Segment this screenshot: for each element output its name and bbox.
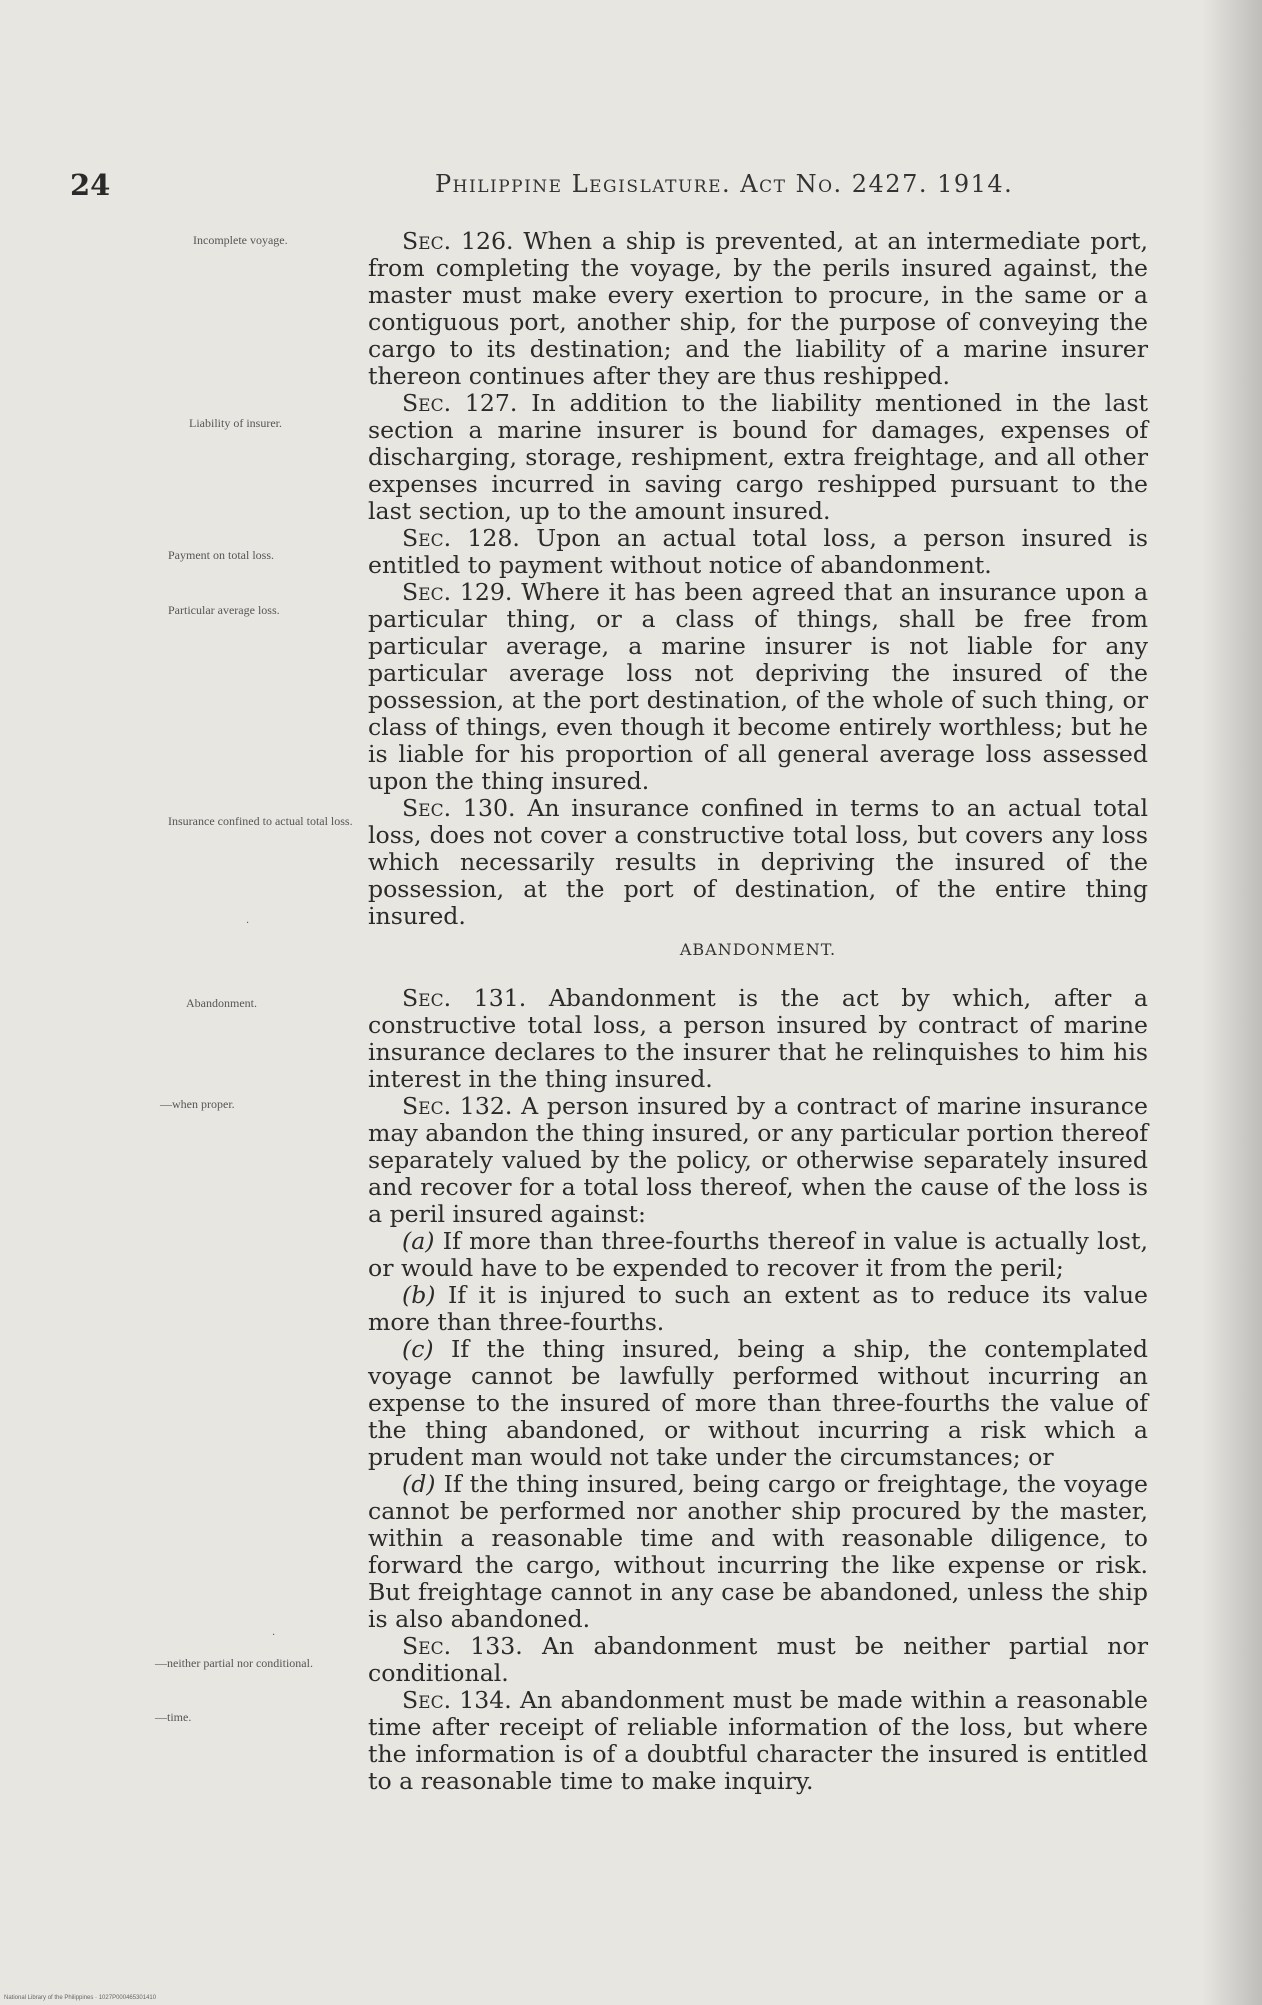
page-number: 24 [70, 168, 111, 202]
section-text: An abandonment must be made within a reasonable time after receipt of reliable information of the loss, but where the information is of a doubtful character the insured is entitled to a reasonable time to make inquiry. [368, 1686, 1148, 1795]
section-label: Sec. 133. [402, 1632, 523, 1660]
body-text [368, 228, 1148, 1795]
clause-text: If the thing insured, being cargo or freightage, the voyage cannot be performed nor another ship procured by the master, within a reasonable time and with reasonable diligence, to forward the cargo, without incurring the like expense or risk. But freightage cannot in any case be abandoned, unless the ship is also abandoned. [368, 1470, 1148, 1633]
margin-note-particular-average-loss: Particular average loss. [168, 603, 280, 617]
section-text: When a ship is prevented, at an intermediate port, from completing the voyage, by the perils insured against, the master must make every exertion to procure, in the same or a contiguous port, another ship, for the purpose of conveying the cargo to its destination; and the liability of a marine insurer thereon continues after they are thus reshipped. [368, 227, 1148, 390]
scan-source-line: National Library of the Philippines · 1027P000465301410 [4, 1995, 157, 2001]
section-text: Abandonment is the act by which, after a constructive total loss, a person insured by contract of marine insurance declares to the insurer that he relinquishes to him his interest in the thing insured. [368, 984, 1148, 1093]
margin-note-neither-partial: —neither partial nor conditional. [155, 1656, 313, 1670]
speck-mark: · [246, 918, 250, 929]
section-127 [368, 390, 1148, 525]
section-text: A person insured by a contract of marine insurance may abandon the thing insured, or any particular portion thereof separately valued by the policy, or otherwise separately insured and recover for a total loss thereof, when the cause of the loss is a peril insured against: [368, 1092, 1148, 1228]
section-text: An insurance confined in terms to an actual total loss, does not cover a constructive total loss, but covers any loss which necessarily results in depriving the insured of the possession, at the port of destination, of the entire thing insured. [368, 794, 1148, 930]
section-130 [368, 795, 1148, 930]
section-heading-abandonment: ABANDONMENT. [679, 940, 837, 959]
section-label: Sec. 126. [402, 227, 514, 255]
margin-note-insurance-confined: Insurance confined to actual total loss. [168, 814, 353, 828]
clause-d [368, 1471, 1148, 1633]
speck-mark: · [272, 1630, 276, 1641]
section-126 [368, 228, 1148, 390]
section-text: In addition to the liability mentioned in the last section a marine insurer is bound for damages, expenses of discharging, storage, reshipment, extra freightage, and all other expenses incurred in saving cargo reshipped pursuant to the last section, up to the amount insured. [368, 389, 1148, 525]
margin-note-incomplete-voyage: Incomplete voyage. [193, 233, 288, 247]
margin-note-time: —time. [155, 1710, 192, 1724]
margin-note-abandonment: Abandonment. [186, 996, 257, 1010]
clause-b [368, 1282, 1148, 1336]
section-131 [368, 985, 1148, 1093]
section-134 [368, 1687, 1148, 1795]
clause-c [368, 1336, 1148, 1471]
clause-text: If it is injured to such an extent as to reduce its value more than three-fourths. [368, 1281, 1148, 1336]
section-129 [368, 579, 1148, 795]
clause-text: If more than three-fourths thereof in value is actually lost, or would have to be expended to recover it from the peril; [368, 1227, 1149, 1282]
margin-note-when-proper: —when proper. [160, 1097, 235, 1111]
clause-marker: (d) [402, 1470, 436, 1498]
section-text: An abandonment must be neither partial nor conditional. [368, 1632, 1148, 1687]
section-132 [368, 1093, 1148, 1228]
margin-note-liability-of-insurer: Liability of insurer. [189, 416, 282, 430]
clause-marker: (a) [402, 1227, 435, 1255]
section-label: Sec. 128. [402, 524, 520, 552]
section-text: Where it has been agreed that an insurance upon a particular thing, or a class of things, shall be free from particular average, a marine insurer is not liable for any particular average loss not depriving the insured of the possession, at the port destination, of the whole of such thing, or class of things, even though it become entirely worthless; but he is liable for his proportion of all general average loss assessed upon the thing insured. [368, 578, 1149, 795]
section-label: Sec. 127. [402, 389, 518, 417]
section-133 [368, 1633, 1148, 1687]
section-128 [368, 525, 1148, 579]
section-label: Sec. 132. [402, 1092, 513, 1120]
section-label: Sec. 130. [402, 794, 516, 822]
section-label: Sec. 129. [402, 578, 513, 606]
clause-marker: (c) [402, 1335, 434, 1363]
clause-text: If the thing insured, being a ship, the contemplated voyage cannot be lawfully performed without incurring an expense to the insured of more than three-fourths the value of the thing abandoned, or without incurring a risk which a prudent man would not take under the circumstances; or [368, 1335, 1148, 1471]
section-label: Sec. 131. [402, 984, 527, 1012]
clause-marker: (b) [402, 1281, 436, 1309]
section-label: Sec. 134. [402, 1686, 512, 1714]
running-head: Philippine Legislature. Act No. 2427. 1914. [435, 170, 1014, 198]
margin-note-payment-on-total-loss: Payment on total loss. [168, 548, 274, 562]
clause-a [368, 1228, 1148, 1282]
section-text: Upon an actual total loss, a person insured is entitled to payment without notice of abandonment. [368, 524, 1148, 579]
page-edge-shadow [1202, 0, 1262, 2005]
